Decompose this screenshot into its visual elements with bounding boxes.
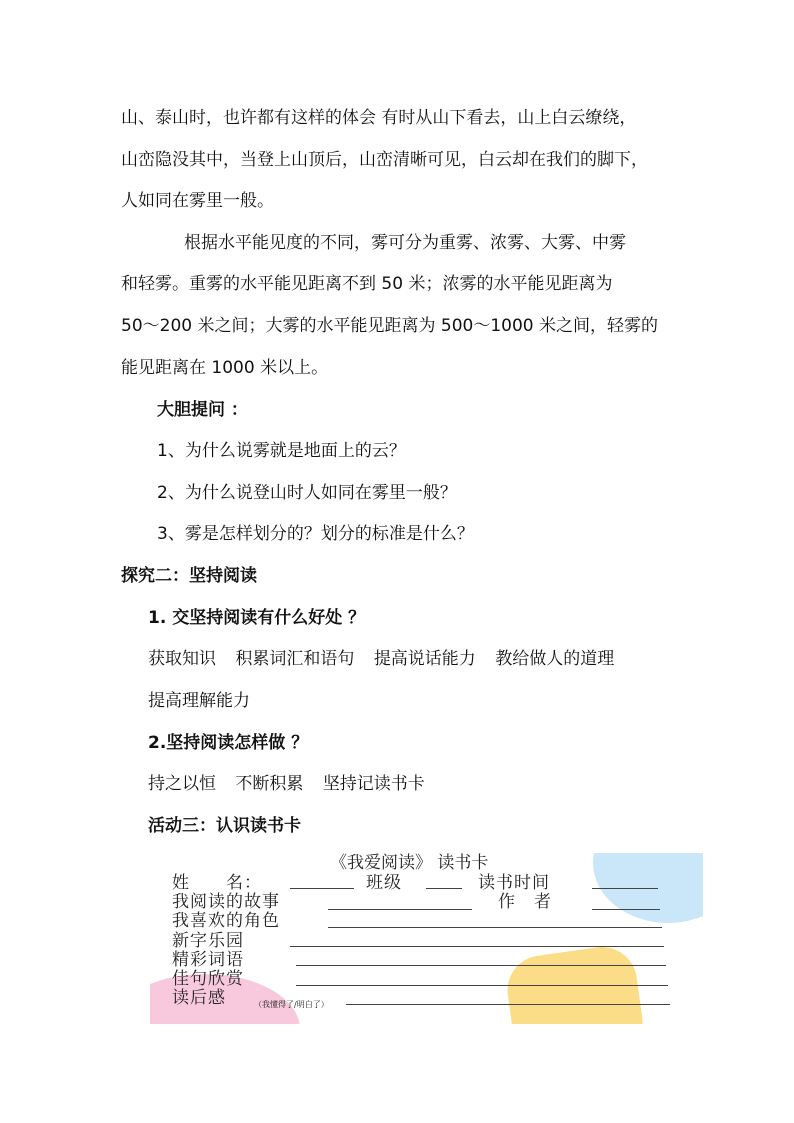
paragraph2-line1: 根据水平能见度的不同，雾可分为重雾、浓雾、大雾、中雾 [184, 233, 626, 253]
card-sentence-blank [296, 985, 668, 986]
methods-line [148, 772, 425, 796]
paragraph1-line1: 山、泰山时，也许都有这样的体会 有时从山下看去，山上白云缭绕， [121, 108, 637, 128]
card-words-label: 精彩词语 [172, 950, 244, 970]
benefit-1: 获取知识 [148, 649, 216, 669]
card-time-label: 读书时间 [478, 873, 550, 893]
questions-heading: 大胆提问 ： [157, 400, 248, 420]
card-newchar-label: 新字乐园 [172, 931, 244, 951]
benefit-2: 积累词汇和语句 [235, 649, 355, 669]
reading-card-image [150, 853, 703, 1024]
question-2: 2、为什么说登山时人如同在雾里一般？ [157, 483, 457, 503]
method-2: 不断积累 [235, 774, 304, 794]
paragraph2-line4: 能见距离在 1000 米以上。 [121, 358, 329, 378]
card-words-blank [296, 965, 666, 966]
card-sentence-label: 佳句欣赏 [172, 969, 244, 989]
card-feeling-blank [346, 1004, 670, 1005]
card-author-blank [592, 909, 660, 910]
benefits-line1 [148, 647, 614, 671]
paragraph2-line3: 50～200 米之间；大雾的水平能见距离为 500～1000 米之间，轻雾的 [121, 316, 659, 336]
benefit-4: 教给做人的道理 [495, 649, 615, 669]
decor-yellow-shape [503, 942, 647, 1024]
benefit-3: 提高说话能力 [373, 649, 476, 669]
question-1: 1、为什么说雾就是地面上的云？ [157, 441, 406, 461]
card-name-label: 姓 名： [172, 873, 262, 893]
card-author-label: 作 者 [498, 892, 552, 912]
card-time-blank [592, 888, 658, 889]
card-class-blank [426, 888, 462, 889]
card-title: 《我爱阅读》 读书卡 [330, 853, 489, 873]
benefits-line2: 提高理解能力 [148, 691, 250, 711]
card-class-label: 班级 [366, 873, 402, 893]
card-name-blank [290, 888, 354, 889]
card-feeling-hint: （我懂得了/明白了） [254, 1000, 329, 1009]
card-feeling-label: 读后感 [172, 988, 226, 1008]
card-newchar-blank [290, 946, 664, 947]
paragraph2-line2: 和轻雾。重雾的水平能见距离不到 50 米；浓雾的水平能见距离为 [121, 274, 613, 294]
sub1-heading: 1. 交坚持阅读有什么好处 ？ [148, 608, 366, 628]
card-story-blank [328, 909, 472, 910]
paragraph1-line3: 人如同在雾里一般。 [121, 191, 274, 211]
card-story-label: 我阅读的故事 [172, 892, 280, 912]
method-1: 持之以恒 [148, 774, 216, 794]
card-role-label: 我喜欢的角色 [172, 911, 280, 931]
paragraph1-line2: 山峦隐没其中，当登上山顶后，山峦清晰可见，白云却在我们的脚下， [121, 150, 648, 170]
sub2-heading: 2.坚持阅读怎样做 ？ [148, 733, 309, 753]
section3-heading: 活动三：认识读书卡 [148, 816, 301, 836]
section2-heading: 探究二：坚持阅读 [121, 566, 257, 586]
method-3: 坚持记读书卡 [322, 774, 425, 794]
question-3: 3、雾是怎样划分的？划分的标准是什么？ [157, 524, 474, 544]
card-role-blank [328, 927, 662, 928]
